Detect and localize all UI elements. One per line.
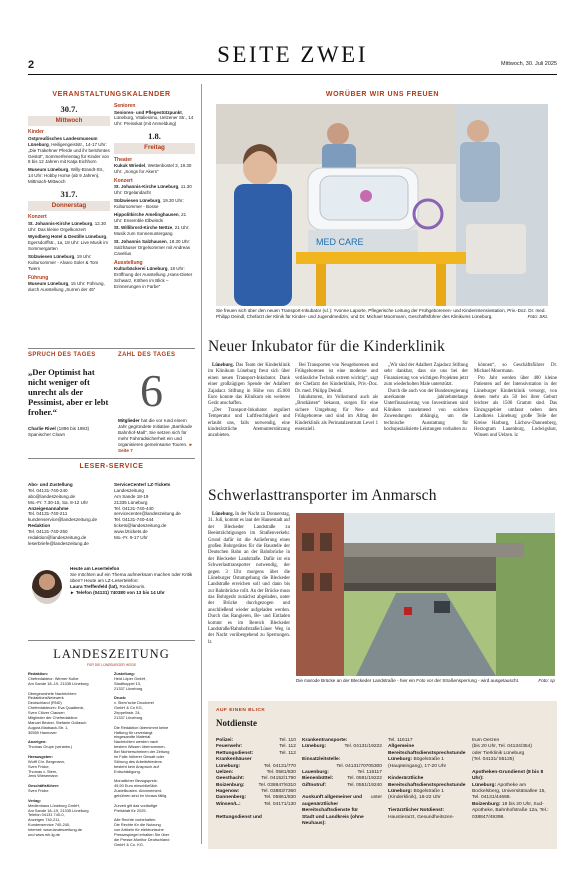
- impressum-line: Geschäftsführer:: [28, 783, 60, 789]
- top-rule: [28, 74, 557, 75]
- impressum-line: Kundenservice 740-240,: [28, 822, 71, 828]
- event-item: Museum Lüneburg, 15 Uhr: Führung, durch Ausstellung „Surren der 45“: [28, 281, 105, 292]
- impressum-line: Zurzeit gilt das vorläufige: [114, 802, 158, 808]
- notdienst-label: Winsen/L.:: [216, 801, 241, 807]
- impressum-line: Nachrichten werden nach: [114, 739, 159, 745]
- notdienst-phone: Tel. 0551/19240: [347, 782, 382, 788]
- issue-date: Mittwoch, 30. Juli 2025: [501, 61, 557, 67]
- notdienst-phone: Tel. 110: [279, 738, 296, 743]
- calendar-events: [28, 129, 110, 184]
- impressum-line: Heid Löper GmbH,: [114, 675, 147, 681]
- impressum-line: eingesandte Material.: [114, 734, 152, 740]
- reader-phone-role: Redakteurin.: [118, 583, 146, 589]
- reader-phone-title: Heute am Lesertelefon: [70, 566, 120, 571]
- quote-label: SPRUCH DES TAGES: [28, 352, 96, 358]
- service-line: redaktion@landeszeitung.de: [28, 534, 87, 540]
- calendar-events: [114, 103, 195, 127]
- notdienst-line: Boizenburg: 18 bis 20 Uhr, Sud-Apotheke, Bahnhofstraße 12a, Tel.: 038847/49398.: [472, 801, 549, 820]
- number-text-bold: Mitglieder: [118, 417, 140, 423]
- impressum-line: Thomas v. Stern,: [28, 768, 58, 774]
- notdienst-line: Haustierarzt, Gesundheitszen-: [388, 814, 455, 820]
- notdienst-phone: Tel. 04131/770: [263, 763, 296, 769]
- impressum-line: Druck:: [114, 695, 127, 701]
- impressum-line: Telefon 04131 740-0,: [28, 812, 65, 818]
- impressum-line: bestem Wissen übernommen.: [114, 744, 166, 750]
- number-text-body: hat die vor rund einem Jahr gegründete Initiative „Barrikade Bahnhof-Mall“. Sie setzen sich für mehr Fahrradsicherheit ein und organisieren gemeinsame Touren.: [118, 417, 193, 448]
- notdienst-phone: unter: [370, 795, 382, 801]
- impressum-line: Redaktion:: [28, 671, 49, 676]
- notdienst-label: Lüneburg:: [302, 744, 327, 750]
- service-line: Tel. 04131-740-440: [114, 505, 154, 511]
- notdienst-phone: Tel. 03883/7360: [261, 789, 296, 794]
- bridge-photo-illustration: [296, 513, 555, 676]
- impressum-line: Zustellung:: [114, 671, 135, 676]
- notdienst-label: Rettungsdienst und: [216, 814, 262, 820]
- notdienst-phone: Tel. 04131/19222: [344, 744, 382, 750]
- impressum-column-left: [28, 672, 108, 838]
- event-item: Ostpreußisches Landesmuseum Lüneburg, Heiligengeiststr., 14-17 Uhr: „Die Trakehner Pferde und ihr berühmtes Gestüt“, Sommerferientag für Kinder von 8 bis 12 Jahren mit Katja Eichhorn: [28, 136, 110, 165]
- quote-box: [28, 352, 111, 438]
- notdienst-label: Hagenow:: [216, 789, 240, 794]
- impressum-line: Am Sande 18–19, 21335 Lüneburg: [28, 680, 89, 686]
- service-line: Tel. 04131-740-444: [114, 517, 154, 523]
- service-line: Am Sande 18-19: [114, 493, 149, 499]
- event-category: Konzert: [114, 177, 133, 184]
- service-line: ServiceCenter/ LZ-Tickets: [114, 482, 171, 487]
- impressum-line: besteht kein Anspruch auf: [114, 763, 159, 769]
- photo-caption: [296, 678, 555, 684]
- impressum-line: Chefredakteurin: Eva Quadbeck,: [28, 705, 85, 711]
- notdienst-line: Tierärztlicher Notdienst:: [388, 808, 445, 814]
- impressum-line: 49,90 Euro einschließlich: [114, 783, 158, 789]
- impressum-line: RedaktionsNetzwerk: [28, 695, 64, 701]
- notdienst-label: Bienenbüttel:: [302, 776, 334, 782]
- impressum-line: 21337 Lüneburg: [114, 685, 143, 691]
- service-line: Landeszeitung: [114, 487, 144, 493]
- impressum-line: Pressespiegel erhalten Sie über: [114, 831, 170, 837]
- impressum-line: Wolff Chr. Bergmann,: [28, 758, 66, 764]
- impressum-line: Störung des Arbeitsfriedens: [114, 758, 162, 764]
- reader-phone-number: ► Telefon (04131) 740380 von 13 bis 14 Uhr: [70, 589, 165, 595]
- calendar-events: [114, 157, 195, 290]
- notdienst-row: [216, 815, 296, 821]
- reader-phone-text: [70, 566, 195, 595]
- notdienste-column: [472, 738, 552, 821]
- service-line: Mo.-Fr. 9-17 Uhr: [114, 534, 148, 540]
- event-item: St. Johannis Salzhausen, 18.30 Uhr: Salzhäuser Orgelsommer mit Andreas Cavelius: [114, 239, 191, 256]
- impressum-line: Entschädigung.: [114, 768, 141, 774]
- notdienst-label: Dannenberg:: [216, 795, 247, 801]
- notdienst-line: Tel. 116117: [388, 738, 413, 743]
- incubator-photo-illustration: [216, 104, 548, 306]
- impressum-title: LANDESZEITUNG: [53, 647, 170, 661]
- notdienst-label: Boizenburg:: [216, 782, 245, 788]
- quote-author: [28, 426, 111, 438]
- more-link[interactable]: ► Seite 7: [118, 442, 194, 454]
- page-number: 2: [28, 59, 35, 71]
- photo-caption: [216, 308, 548, 320]
- page-title: SEITE ZWEI: [217, 42, 368, 67]
- notdienst-phone: Tel. 04171/130: [263, 801, 296, 807]
- impressum-line: Internet: www.landeszeitung.de: [28, 827, 83, 832]
- event-category: Konzert: [28, 214, 47, 221]
- service-line: Tel. 04131-740-211: [28, 511, 68, 517]
- event-item: St. Willibrord-Kirche Nettze, 21 Uhr: Musik zum Sonnenuntergang: [114, 225, 190, 237]
- event-item: Sülzwiesen Lüneburg, 19 Uhr: Kultursommer - Alvaro Soler & Tom Twers: [28, 253, 99, 271]
- notdienst-phone: Tel. 0581/830: [266, 769, 296, 775]
- service-line: tickets@landeszeitung.de: [114, 523, 167, 529]
- impressum-line: Verlag:: [28, 797, 41, 803]
- emergency-services-box: [208, 701, 557, 849]
- column-divider: [201, 84, 202, 844]
- service-subscription: [28, 482, 108, 547]
- calendar-date: 1.8.: [148, 131, 161, 142]
- notdienst-line: (bis 20 Uhr, Tel. 04134/354): [472, 744, 532, 750]
- service-line: Abo- und Zustellung: [28, 482, 73, 487]
- service-line: abo@landeszeitung.de: [28, 493, 76, 499]
- caption-text: Sie freuen sich über den neuen Transport-Inkubator (v.l.): Yvonne Laporte, Pflegerische Leitung der Frühgeborenen- und Kinderintensivstation, Priv.-Doz. Dr. med. Philipp Deindl, Chefarzt der Klinik für Kinder- und Jugendmedizin, und Dr. Michael Moormann, Geschäftsführer des Klinikums Lüneburg.: [216, 308, 546, 319]
- feature-label: WORÜBER WIR UNS FREUEN: [325, 91, 440, 98]
- bridge-photo: [296, 513, 555, 676]
- impressum-line: Chefredakteur: Werner Kolbe: [28, 675, 79, 681]
- notdienst-label: Einsatzleitstelle:: [302, 757, 341, 763]
- impressum-line: GmbH & Co. KG.: [114, 841, 144, 847]
- notdienst-row: [302, 795, 382, 827]
- calendar-column-left: [28, 100, 110, 346]
- impressum-line: gebühren sind im Voraus fällig.: [114, 792, 168, 798]
- incubator-brand: MED CARE: [316, 237, 364, 247]
- notdienste-column: [216, 738, 296, 821]
- service-line: Mo.-Fr. 7.30-15, Sa. 8-12 Uhr: [28, 499, 88, 505]
- notdienst-label: Uelzen:: [216, 769, 234, 775]
- event-category: Kinder: [28, 129, 44, 136]
- impressum-line: Preisblatt für 2025.: [114, 807, 147, 813]
- notdienst-line: trum Oerzen: [472, 738, 500, 743]
- event-category: Führung: [28, 274, 49, 281]
- impressum-line: Alle Rechte vorbehalten.: [114, 817, 157, 823]
- impressum: [28, 646, 195, 847]
- service-line: www.lztickets.de: [114, 529, 148, 534]
- reader-phone-desc: Sie möchten auf ein Thema aufmerksam machen oder Kritik üben? Heute am LZ-Lesertelefon:: [70, 571, 193, 583]
- quote-author-name: Charlie Rivel: [28, 425, 56, 431]
- service-line: leserbriefe@landeszeitung.de: [28, 540, 89, 546]
- impressum-line: Stadtkoppel 13,: [114, 680, 142, 686]
- event-category: Ausstellung: [114, 259, 143, 266]
- reader-phone-name: Laura Treffenfeld (lat),: [70, 583, 119, 589]
- article-column: Lüneburg. Das Team der Kinderklinik im Klinikum Lüneburg freut sich über einen neuen Transport-Inkubator. Dank einer großzügigen Spende der Adalbert Zajadacz Stiftung in Höhe von 45.000 Euro konnte das Klinikum ein weiteres Gerät anschaffen. „Der Transport-Inkubator reguliert Temperatur und Luftfeuchtigkeit und erlaubt uns, falls notwendig, eine kinderärztliche Atemunterstützung anzubieten.: [208, 363, 290, 439]
- divider: [28, 458, 195, 459]
- service-line: Anzeigenannahme: [28, 505, 69, 511]
- impressum-line: Sven Clöver Clausen: [28, 710, 65, 715]
- calendar-events: [28, 214, 110, 293]
- notdienst-line: Apotheken-Grundienst (8 bis 8 Uhr):: [472, 769, 544, 782]
- impressum-line: die Presse-Monitor Deutschland: [114, 836, 170, 842]
- avatar: [32, 570, 62, 604]
- notdienst-phone: Tel. 116117: [357, 769, 382, 775]
- impressum-line: Deutschland (RND): [28, 700, 62, 706]
- impressum-line: Die Redaktion übernimmt keine: [114, 724, 169, 730]
- notdienst-label: Rettungsdienst:: [216, 750, 254, 756]
- event-item: Senioren- und Pflegestützpunkt, Lüneburg, Vitaliesimo, Uelzener Str., 14 Uhr: Preisskat (mit Anmeldung): [114, 109, 194, 127]
- impressum-line: August-Madsack-Str. 1,: [28, 724, 69, 730]
- impressum-line: Sven Fricke: [28, 788, 49, 793]
- notdienst-line: oder Tierklinik Lüneburg: [472, 750, 525, 756]
- impressum-line: Bei Nichterscheinen der Zeitung: [114, 749, 170, 754]
- impressum-line: Herausgeber:: [28, 753, 54, 759]
- article-column: Bei Transporten von Neugeborenen und Frühgeborenen ist eine moderne und verlässliche Technik extrem wichtig“, sagt der Chefarzt der Kinderklinik, Priv.-Doz. Dr. med. Philipp Deindl. Inkubatoren, im Volksmund auch als „Brutkästen“ bekannt, sorgen für eine sichere Umgebung für Neu- und Frühgeborene und sind im Alltag der Kinderklinik als Perinatalzentrum Level 1 essenziell.: [295, 363, 378, 432]
- impressum-line: GmbH & Co KG,: [114, 705, 143, 711]
- notdienst-line: (Tel. 04131/ 55125): [472, 757, 515, 763]
- notdienst-phone: Tel. 112: [279, 744, 296, 750]
- impressum-line: Zeppelinstr. 24,: [114, 710, 141, 715]
- photo-credit: Foto: sp: [538, 678, 555, 683]
- caption-text: Die marode Brücke an der Bleckeder Landstraße - hier ein Foto vor der Straßensperrung - wird ausgetauscht.: [296, 678, 520, 683]
- impressum-line: von Artikeln für elektronische: [114, 827, 164, 832]
- event-item: Wyndberg Hotel & Destille Lüneburg, Egersdorffstr., 1a, 18 Uhr: Live Musik im Sommergarten: [28, 234, 108, 252]
- article-column: „Wir sind der Adalbert Zajadacz Stiftung sehr dankbar, dass sie uns bei der Finanzierung von wichtigen Projekten jetzt zum wiederholten Male unterstützt. Durch die auch von der Bundesregierung anerkannte jahrzehntelange Unterfinanzierung von Investitionen sind Kliniken zunehmend von solchen Zuwendungen abhängig, um die technische Ausstattung für hochspezialisierte Leistungen vorhalten zu: [384, 363, 468, 432]
- calendar-heading: VERANSTALTUNGSKALENDER: [52, 91, 171, 98]
- impressum-line: und www.mh-lg.de: [28, 831, 61, 837]
- service-line: 21335 Lüneburg: [114, 499, 148, 505]
- number-box: [118, 352, 195, 454]
- impressum-line: im Falle höherer Gewalt oder: [114, 753, 165, 759]
- notdienst-label: Krankenhäuser: [216, 757, 252, 763]
- divider: [28, 348, 195, 349]
- impressum-column-right: [114, 672, 195, 848]
- event-item: Kulturbäckerei Lüneburg, 18 Uhr: Eröffnung der Ausstellung „Hans-Dieter Schwarz, Köthen im Blick – Erinnerungen in Farbe“: [114, 266, 193, 289]
- notdienst-label: Polizei:: [216, 738, 234, 743]
- notdienst-phone: Tel. 04152/1790: [261, 776, 296, 782]
- impressum-line: Mitglieder der Chefredaktion:: [28, 714, 78, 720]
- article-column: Lüneburg. In der Nacht zu Donnerstag, 31. Juli, kommt es laut der Hansestadt auf der Bleckeder Landstraße zu Beeinträchtigungen im Straßenverkehr. Grund dafür ist die Anlieferung eines großen Bohrgerätes für die Baustelle der Deutschen Bahn an der Bahnbrücke in der Bleckeder Landstraße. Dafür ist ein Schwerlasttransporter notwendig, der gegen 3 Uhr morgens über die Lüneburger Ostumgehung die Bleckeder Landstraße erreichen soll und dann bis zur Bahnbrücke rollt. An der Brücke muss das Bohrgerät zunächst abgeladen, unter der Brücke durchgezogen und anschließend wieder aufgeladen werden. Durch das Rangieren, Be- und Entladen kommt es im Bereich Bleckeder Landstraße/Bahnhofstraße/Lüner Weg in der Nacht vorübergehend zu Sperrungen. lz: [208, 512, 290, 645]
- quote-text: „Der Optimist hat nicht weniger oft unrecht als der Pessimist, aber er lebt froher.“: [28, 366, 109, 417]
- notdienst-phone: Tel. 038847/6310: [258, 782, 296, 788]
- impressum-line: Am Sande 18–19, 21335 Lüneburg: [28, 807, 89, 813]
- calendar-date: 31.7.: [60, 188, 78, 199]
- event-category: Theater: [114, 156, 133, 163]
- event-item: Museum Lüneburg, Willy-Brandt-Str., 14 Uhr: Hobby Horse (ab 9 Jahren), Mittmach-Mittwoch: [28, 167, 105, 184]
- notdienste-column: [302, 738, 382, 827]
- notdienst-label: Lauenburg:: [302, 769, 329, 775]
- event-item: St. Johannis-Kirche Lüneburg, 12.30 Uhr: Das kleine Orgelkonzert: [28, 220, 107, 232]
- divider: [28, 640, 195, 641]
- impressum-line: Die Rechte für die Nutzung: [114, 822, 161, 828]
- notdienste-label: AUF EINEN BLICK: [216, 708, 266, 713]
- impressum-line: Haftung für unverlangt: [114, 729, 153, 735]
- notdienste-title: Notdienste: [216, 718, 257, 728]
- impressum-line: Manuel Becker, Stefanie Gollasch: [28, 719, 87, 725]
- headline-incubator: Neuer Inkubator für die Kinderklinik: [208, 338, 446, 355]
- notdienst-line: Allgemeine Bereitschaftsdienstsprechstunde Lüneburg: Bögelstraße 1 (Haupteingang), 17-20 Uhr: [388, 744, 466, 769]
- number-text: [118, 418, 195, 454]
- calendar-weekday: Donnerstag: [28, 201, 110, 211]
- incubator-photo: [216, 104, 548, 306]
- headline-transport: Schwerlasttransporter im Anmarsch: [208, 487, 437, 504]
- notdienst-label: Auskunft allgemeiner und augenärztlicher Bereitschaftsdienste für Stadt und Landkreis (ohne Neuhaus):: [302, 795, 364, 826]
- article-column: können“, so Geschäftsführer Dr. Michael Moormann. Pro Jahr werden über 400 kleine Patienten auf der Intensivstation in der Lüneburger Kinderklinik versorgt, von denen mehr als 50 bei ihrer Geburt leichter als 1500 Gramm sind. Das Einzugsgebiet umfasst neben dem Landkreis Lüneburg große Teile der Kreise Harburg, Lüchow-Dannenberg, Herzogtum Lauenburg, Ludwigslust, Winsen und Uelzen. lz: [474, 363, 557, 439]
- impressum-line: 30559 Hannover: [28, 729, 57, 735]
- service-line: Tel. 04131-740-250: [28, 529, 68, 534]
- notdienst-line: Kinderärztliche Bereitschaftsdienstsprechstunde Lüneburg: Bögelstraße 1 (Kinderklinik), 16-22 Uhr: [388, 776, 466, 801]
- service-line: kundenservice@landeszeitung.de: [28, 517, 98, 523]
- service-line: Tel. 04131-740-240: [28, 487, 68, 493]
- impressum-line: Anzeigen:: [28, 739, 47, 745]
- notdienst-phone: Tel. 05861/830: [263, 795, 296, 801]
- impressum-line: 21337 Lüneburg: [114, 714, 143, 720]
- calendar-date: 30.7.: [60, 104, 78, 114]
- impressum-line: Jens Wiesemann: [28, 773, 58, 779]
- impressum-subtitle: FÜR DIE LÜNEBURGER HEIDE: [86, 662, 137, 667]
- impressum-line: Medienhaus Lüneburg GmbH,: [28, 802, 81, 808]
- event-item: Hippolitkirche Amelinghausen, 21 Uhr: Ensemble Elbwinds: [114, 211, 187, 223]
- big-number: 6: [140, 364, 163, 416]
- reader-phone-box: [28, 566, 195, 606]
- notdienst-phone: Tel. 04131/70705300: [336, 763, 382, 769]
- event-item: St. Johannis-Kirche Lüneburg, 11.30 Uhr: Orgelandacht: [114, 184, 192, 196]
- impressum-line: Zustellkosten. Abonnement-: [114, 788, 163, 793]
- reader-service: [28, 462, 195, 566]
- service-line: Redaktion: [28, 523, 51, 529]
- service-line: servicecenter@landeszeitung.de: [114, 511, 181, 517]
- event-item: Kukuk Wriedel, Wettenbostel 3, 19.30 Uhr: „Songs for Akers“: [114, 163, 192, 174]
- impressum-line: Übergeordnete Nachrichten:: [28, 690, 77, 696]
- notdienste-column: [388, 738, 466, 821]
- impressum-line: Anzeigen 740-211,: [28, 817, 61, 823]
- notdienst-line: Lüneburg: Apotheke am Bockelsberg, Universitätsallee 15, Tel. 04131/44688.: [472, 782, 546, 801]
- notdienst-label: Giftnotruf:: [302, 782, 327, 788]
- event-item: Sülzwiesen Lüneburg, 19.30 Uhr: Kultursommer - Bosse: [114, 198, 184, 209]
- quote-author-info: (1896 bis 1983) Spanischer Clown: [28, 425, 90, 437]
- notdienst-phone: Tel. 0581/19222: [347, 776, 382, 782]
- photo-credit: Foto: SKL: [527, 313, 548, 319]
- notdienst-label: Krankentransporte:: [302, 738, 348, 743]
- notdienst-label: Geesthacht:: [216, 776, 245, 782]
- notdienst-label: Lüneburg:: [216, 763, 241, 769]
- calendar-weekday: Freitag: [114, 143, 195, 153]
- service-heading: LESER-SERVICE: [79, 463, 144, 470]
- event-category: Senioren: [114, 103, 136, 109]
- notdienst-label: Feuerwehr:: [216, 744, 243, 750]
- impressum-line: Sven Fricke,: [28, 763, 50, 769]
- impressum-line: Monatlicher Bezugspreis:: [114, 778, 158, 784]
- impressum-line: Thomas Grupe (verantw.): [28, 744, 73, 750]
- impressum-line: v. Stern'sche Druckerei: [114, 700, 154, 706]
- number-label: ZAHL DES TAGES: [118, 352, 176, 358]
- service-center: [114, 482, 195, 541]
- notdienst-phone: Tel. 112: [279, 750, 296, 756]
- calendar-weekday: Mittwoch: [28, 116, 110, 126]
- calendar-column-right: [114, 100, 195, 346]
